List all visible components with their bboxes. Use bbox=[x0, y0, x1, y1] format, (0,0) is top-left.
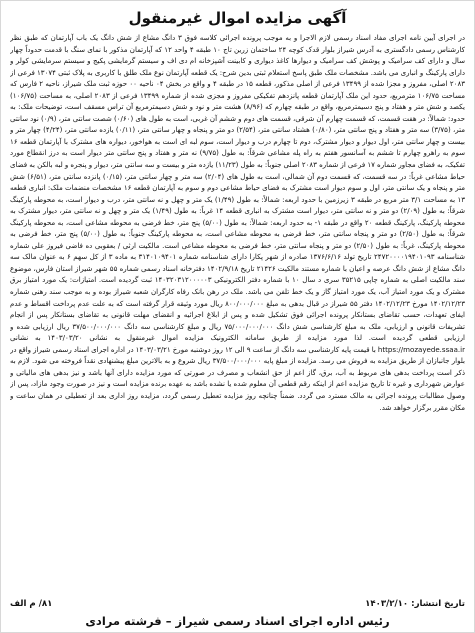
notice-footer bbox=[10, 598, 465, 611]
signature-line: رئیس اداره اجرای اسناد رسمی شیراز – فرشته مرادی bbox=[85, 614, 390, 628]
publish-date: تاریخ انتشار: ۱۴۰۳/۲/۱۰ bbox=[365, 599, 465, 609]
reference-code: ۸۱/ م الف bbox=[10, 599, 53, 609]
notice-title: آگهی مزایده اموال غیرمنقول bbox=[128, 9, 347, 27]
notice-body: در اجرای آیین نامه اجرای مفاد اسناد رسمی لازم الاجرا و به موجب پرونده اجرائی کلاسه فوق ۳ دانگ مشاع از شش دانگ یک باب آپارتمان که طبق نظر کارشناس رسمی دادگستری به آدرس شیراز بلوار قدک کوچه ۲۴ ساختمان زرین تاج ۱۰ طبقه ۴ واحد ۱۲ که آپارتمان مذکور با نمای سنگ با قدمت حدوداً چهار سال و دارای کف سرامیک و پوشش کف سرامیک و دیوارها کاغذ دیواری و کابینت آشپزخانه ام دی اف و سیستم گرمایشی پکیج و سیستم سرمایشی کولر و دارای پارکینگ و انباری می باشد. مشخصات ملک طبق پاسخ استعلام ثبتی بدین شرح: یک قطعه آپارتمان نوع ملک طلق با کاربری به پلاک ثبتی ۱۳۰۷۴ فرعی از ۲۰۸۳ اصلی، مفروز و مجزا شده از ۱۳۴۹۹ فرعی از اصلی مذکور، قطعه ۱۵ در طبقه ۴ و واقع در بخش ۰۴ ناحیه ۰۰ حوزه ثبت ملک شیراز، ناحیه ۲ فارس که مساحت ۱۰۶/۷۵ مترمربع، حدود این ملک آپارتمان قطعه پانزدهم تفکیکی مفروز و مجزی شده از شماره ۱۳۴۹۹ فرعی از ۲۰۸۳ اصلی، به مساحت (۱۰۶/۷۵) یکصد و شش متر و هفتاد و پنج دسیمترمربع، واقع در طبقه چهارم که (۸/۹۶) هشت متر و نود و شش دسیمترمربع آن تراس مسقف است، توضیحات ملک: به حدود: شمالاً: در هفت قسمت، که قسمت چهارم آن شرقی، قسمت های دوم و ششم آن غربی، است به طول های (۰/۶۰) شصت سانتی متر، (۰/۹) نود سانتی متر، (۳/۷۵) سه متر و هفتاد و پنج سانتی متر، (۰/۸۰) هشتاد سانتی متر، (۲/۵۴) دو متر و پنجاه و چهار سانتی متر، (۰/۱۱) یازده سانتی متر، (۴/۲۴) چهار متر و بیست و چهار سانتی متر، اول دیوار و دیوار مشترک، دوم تا چهارم درب و دیوار است، سوم لبه ای است به هواخور، دیواره های مشترک با آپارتمان قطعه ۱۶ سوم به راهرو چهارم تا ششم به آسانسور هفتم به راه پله مشاعی شرقاً: به طول (۹/۷۵) نه متر و هفتاد و پنج سانتی متر دیوار است به درز انقطاع مورد تفکیک، به فضای مجاور شماره ۱۷ فرعی از شماره ۲۰۸۳ اصلی جنوباً: به طول (۱۱/۲۳) یازده متر و بیست و سه سانتی متر، دیوار و پنجره و لبه بالکن به فضای حیاط مشاعی غرباً: در سه قسمت، که قسمت دوم آن شمالی، است به طول های (۲/۰۴) سه متر و چهار سانتی متر، (۰/۱۵) پانزده سانتی متر، (۶/۵۱) شش متر و پنجاه و یک سانتی متر، اول و سوم دیوار است مشترک به فضای حیاط مشاعی دوم و سوم به آپارتمان قطعه ۱۶ مشخصات منضمات ملک: انباری قطعه ۱۳ به مساحت ۳/۱ متر مربع در طبقه ۳ زیرزمین با حدود اربعه: شمالاً: به طول (۱/۴۹) یک متر و چهل و نه سانتی متر، درب و دیوار است، به محوطه پارکینگ شرقاً: به طول (۲/۰۹) دو متر و نه سانتی متر، دیوار است مشترک به انباری قطعه ۱۴ غرباً: به طول (۱/۴۹) یک متر و چهل و نه سانتی متر، دیوار مشترک به محوطه پارکینگ، پارکینگ قطعه ۲۰ واقع در طبقه ۱- به حدود اربعه: شمالاً: به طول (۵/۰۰) پنج متر، خط فرضی به محوطه مشاعی است، به محوطه پارکینگ شرقاً: به طول (۲/۵۰) دو متر و پنجاه سانتی متر، خط فرضی به محوطه مشاعی است، به محوطه پارکینگ جنوباً: به طول (۵/۰۰) پنج متر، خط فرضی به محوطه پارکینگ، غرباً: به طول (۲/۵۰) دو متر و پنجاه سانتی متر، خط فرضی به محوطه مشاعی است. مالکیت ارثی / بعقوبی ده فاضی فیروز علی شماره شناسنامه ۲۴۷۲۰۰۰۰۱۹۴۰۱۰۹۳ تاریخ تولد ۱۳۷۶/۶/۱۶ صادره از شهر پکارا دارای شناسنامه شماره ۳۱۴۰۱۰۹۴۰۱ به ماده ۳ از کل سهم ۶ به عنوان مالک سه دانگ مشاع از شش دانگ عرصه و اعیان با شماره مستند مالکیت ۲۱۴۲۶ تاریخ ۱۴۰۲/۹/۱۸ دفترخانه اسناد رسمی شماره ۵۵ شهر شیراز استان فارس، موضوع سند مالکیت اصلی به شماره چاپی ۳۵۲۱۵ سری د سال ۱۰ با شماره دفتر الکترونیکی ۱۴۰۳۲۰۳۱۲۰۰۰۰۰۳ ثبت گردیده است. امتیازات: یک مورد امتیاز برق مشترک و یک مورد امتیاز آب، یک مورد امتیاز گاز و یک خط تلفن می باشد. ملک در رهن بانک رفاه کارگران شعبه شیراز بوده و به موجب سند رهنی شماره ۱۴۰۲/۱۲/۲۳ مورخ ۱۴۰۲/۱۲/۲۳ دفتر ۵۵ شیراز در قبال بدهی به مبلغ ۸۰۰/۰۰۰/۰۰۰ ریال مورد وثیقه قرار گرفته است که به علت عدم پرداخت اقساط و عدم ایفای تعهدات، حسب تقاضای بستانکار پرونده اجرائی فوق تشکیل شده و پس از ابلاغ اجرائیه و انقضای مهلت قانونی به تقاضای بستانکار پس از انجام تشریفات قانونی و ارزیابی، ملک به مبلغ کارشناسی شش دانگ ۷۵/۰۰۰/۰۰۰/۰۰۰ ریال و مبلغ کارشناسی سه دانگ ۳۷/۵۰۰/۰۰۰/۰۰۰ ریال ارزیابی شده و ارزیابی قطعی گردیده است. لذا مورد مزایده از طریق سامانه الکترونیک مزایده اموال غیرمنقول به نشانی ۱۴۰۳/۰۳/۲۰ به نشانی https://mozayede.ssaa.ir با قیمت پایه کارشناسی سه دانگ از ساعت ۹ الی ۱۲ روز دوشنبه مورخ ۱۴۰۳/۰۳/۲۱ در اداره اجرای اسناد رسمی شیراز واقع در بلوار جانبازان از طریق مزایده به فروش می رسد. مزایده از مبلغ پایه ۳۷/۵۰۰/۰۰۰/۰۰۰ ریال شروع و به بالاترین مبلغ پیشنهادی نقداً فروخته می شود. لازم به ذکر است پرداخت بدهی های مربوط به آب، برق، گاز اعم از حق انشعاب و مصرف در صورتی که مورد مزایده دارای آنها باشد و نیز بدهی های مالیاتی و عوارض شهرداری و غیره تا تاریخ مزایده اعم از اینکه رقم قطعی آن معلوم شده یا نشده باشد به عهده برنده مزایده است و نیز در صورت وجود مازاد، پس از وصول مطالبات پرونده اجرائی به مالک مسترد می گردد. ضمناً چنانچه روز مزایده تعطیل رسمی گردد، مزایده روز اداری بعد از تعطیلی در همان ساعت و مکان مقرر برگزار خواهد شد. bbox=[10, 33, 465, 412]
